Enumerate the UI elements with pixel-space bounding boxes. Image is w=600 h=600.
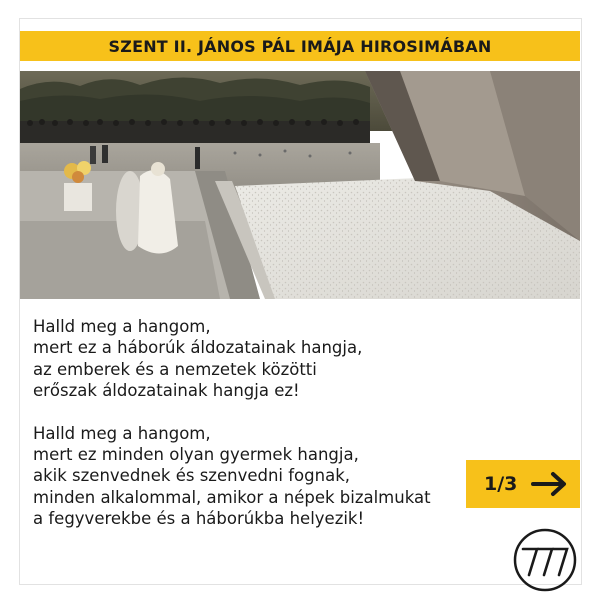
page-indicator: 1/3 bbox=[484, 473, 518, 495]
poem-line: minden alkalommal, amikor a népek bizalmukat bbox=[33, 487, 431, 507]
stanza-1 bbox=[33, 316, 473, 402]
poem-line: Halld meg a hangom, bbox=[33, 317, 211, 336]
next-page-button[interactable] bbox=[466, 460, 580, 508]
prayer-text bbox=[33, 316, 473, 551]
poem-line: mert ez minden olyan gyermek hangja, bbox=[33, 445, 359, 465]
poem-line: az emberek és a nemzetek közötti bbox=[33, 359, 317, 379]
arrow-right-icon bbox=[531, 471, 569, 497]
poem-line: erőszak áldozatainak hangja ez! bbox=[33, 381, 300, 401]
page-title: SZENT II. JÁNOS PÁL IMÁJA HIROSIMÁBAN bbox=[108, 36, 492, 56]
poem-line: Halld meg a hangom, bbox=[33, 423, 211, 443]
poem-line: akik szenvednek és szenvedni fognak, bbox=[33, 466, 350, 486]
poem-line: a fegyverekbe és a háborúkba helyezik! bbox=[33, 509, 365, 529]
hiroshima-memorial-photo bbox=[20, 71, 580, 299]
stanza-2 bbox=[33, 423, 473, 530]
title-bar bbox=[20, 31, 580, 61]
poem-line: mert ez a háborúk áldozatainak hangja, bbox=[33, 338, 363, 358]
brand-logo bbox=[512, 527, 578, 593]
